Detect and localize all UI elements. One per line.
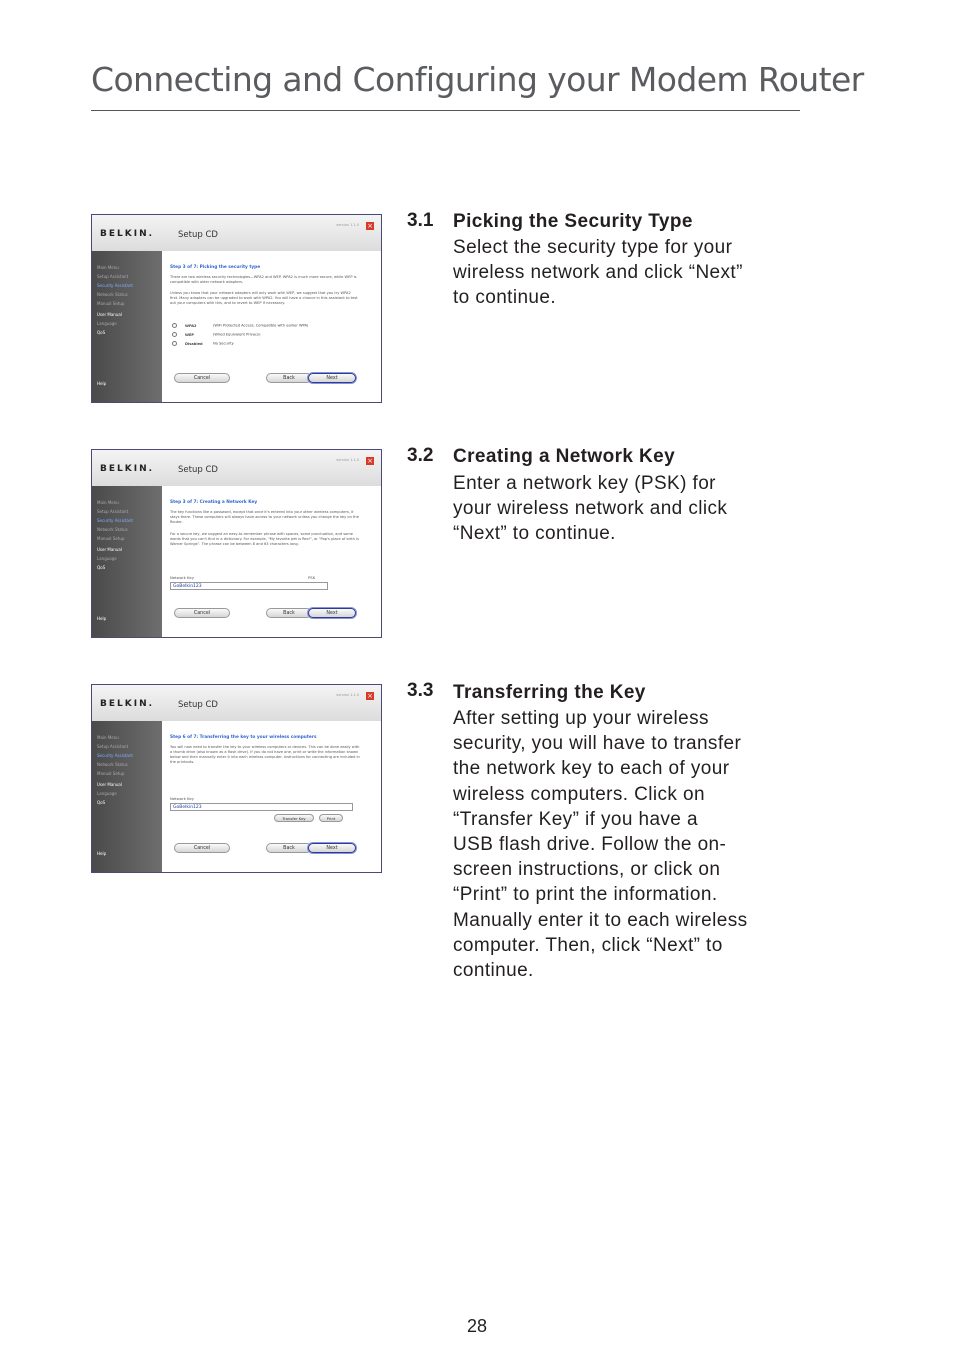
sidebar-item-network-status[interactable]: Network Status xyxy=(97,292,128,297)
sidebar-item-manual-setup[interactable]: Manual Setup xyxy=(97,301,125,306)
content-area xyxy=(162,721,381,872)
version-label: version 1.1.0 xyxy=(336,693,359,697)
page-title: Connecting and Configuring your Modem Router xyxy=(91,60,864,99)
screenshot-security-type xyxy=(91,214,382,403)
section-number: 3.1 xyxy=(407,210,434,231)
belkin-logo: BELKIN. xyxy=(100,229,155,239)
sidebar-item-security-assistant[interactable]: Security Assistant xyxy=(97,518,133,523)
sidebar xyxy=(92,251,162,402)
back-button[interactable]: Back xyxy=(266,843,312,853)
radio-disabled[interactable]: Disabled No Security xyxy=(172,341,234,346)
screenshot-transfer-key xyxy=(91,684,382,873)
transfer-key-button[interactable]: Transfer Key xyxy=(274,814,314,822)
section-number: 3.3 xyxy=(407,680,434,701)
section-body: Enter a network key (PSK) for your wireless network and click “Next” to continue. xyxy=(453,473,728,545)
section-body: After setting up your wireless security, you will have to transfer the network key to each of your wireless computers. Click on “Transfer Key” if you have a USB flash drive. Follow the on- screen instructions, or click on “Print” to print the information. Manually enter it to each wireless computer. Then, click “Next” to continue. xyxy=(453,708,748,982)
step-paragraph: The key functions like a password, except that once it's entered into your other wireless computers, it stays there. These computers will always have access to your network unless you change the key on the Router. xyxy=(170,510,359,524)
version-label: version 1.1.0 xyxy=(336,458,359,462)
psk-label: PSK xyxy=(308,575,316,580)
radio-icon xyxy=(172,332,177,337)
belkin-logo: BELKIN. xyxy=(100,464,155,474)
sidebar-item-language[interactable]: Language xyxy=(97,321,117,326)
sidebar-item-security-assistant[interactable]: Security Assistant xyxy=(97,283,133,288)
window-title: Setup CD xyxy=(178,700,218,710)
cancel-button[interactable]: Cancel xyxy=(174,373,230,383)
radio-icon xyxy=(172,341,177,346)
sidebar-help[interactable]: Help xyxy=(97,381,107,386)
title-divider xyxy=(91,110,800,111)
section-heading: Picking the Security Type xyxy=(453,211,693,232)
content-area xyxy=(162,486,381,637)
sidebar xyxy=(92,721,162,872)
sidebar-item-setup-assistant[interactable]: Setup Assistant xyxy=(97,509,129,514)
version-label: version 1.1.0 xyxy=(336,223,359,227)
network-key-input[interactable]: GoBelkin123 xyxy=(170,803,353,811)
sidebar-item-language[interactable]: Language xyxy=(97,556,117,561)
sidebar-item-qos[interactable]: QoS xyxy=(97,800,106,805)
radio-wep[interactable]: WEP (Wired Equivalent Privacy) xyxy=(172,332,261,337)
sidebar-item-manual-setup[interactable]: Manual Setup xyxy=(97,771,125,776)
radio-icon xyxy=(172,323,177,328)
back-button[interactable]: Back xyxy=(266,373,312,383)
belkin-logo: BELKIN. xyxy=(100,699,155,709)
section-number: 3.2 xyxy=(407,445,434,466)
window-header xyxy=(92,215,381,251)
print-button[interactable]: Print xyxy=(319,814,343,822)
step-paragraph: There are two wireless security technologies—WPA2 and WEP. WPA2 is much more secure, while WEP is compatible with older network adapters. xyxy=(170,275,357,284)
radio-wpa2[interactable]: WPA2 (WiFi Protected Access, Compatible with earlier WPA) xyxy=(172,323,308,328)
network-key-label: Network Key xyxy=(170,575,194,580)
close-icon[interactable]: × xyxy=(367,692,373,700)
window-header xyxy=(92,685,381,721)
close-icon[interactable]: × xyxy=(367,222,373,230)
section-heading: Transferring the Key xyxy=(453,682,646,703)
step-title: Step 3 of 7: Picking the security type xyxy=(170,265,261,270)
sidebar-help[interactable]: Help xyxy=(97,616,107,621)
sidebar-help[interactable]: Help xyxy=(97,851,107,856)
sidebar-item-qos[interactable]: QoS xyxy=(97,565,106,570)
sidebar-item-user-manual[interactable]: User Manual xyxy=(97,547,122,552)
network-key-input[interactable]: GoBelkin123 xyxy=(170,582,328,590)
sidebar xyxy=(92,486,162,637)
sidebar-item-setup-assistant[interactable]: Setup Assistant xyxy=(97,274,129,279)
step-title: Step 3 of 7: Creating a Network Key xyxy=(170,500,258,505)
sidebar-item-language[interactable]: Language xyxy=(97,791,117,796)
step-title: Step 6 of 7: Transferring the key to your wireless computers xyxy=(170,735,317,740)
back-button[interactable]: Back xyxy=(266,608,312,618)
next-button[interactable]: Next xyxy=(308,373,356,383)
sidebar-item-user-manual[interactable]: User Manual xyxy=(97,312,122,317)
next-button[interactable]: Next xyxy=(308,843,356,853)
sidebar-item-main-menu[interactable]: Main Menu xyxy=(97,735,119,740)
network-key-label: Network Key xyxy=(170,796,194,801)
sidebar-item-network-status[interactable]: Network Status xyxy=(97,762,128,767)
step-paragraph: For a secure key, we suggest an easy-to-remember phrase with spaces, some punctuation, and some words that you can't find in a dictionary. For example, "My favorite pet is Rex!", or "Pop's place of birth is Warner Springs". The phrase can be between 8 and 63 characters long. xyxy=(170,532,359,546)
cancel-button[interactable]: Cancel xyxy=(174,843,230,853)
sidebar-item-manual-setup[interactable]: Manual Setup xyxy=(97,536,125,541)
next-button[interactable]: Next xyxy=(308,608,356,618)
step-paragraph: Unless you know that your network adapters will only work with WEP, we suggest that you try WPA2 first. Many adapters can be upgraded to work with WPA2. You will have a chance in this assistant to test out your computers with this, and to revert to WEP if necessary. xyxy=(170,291,358,305)
window-title: Setup CD xyxy=(178,465,218,475)
content-area xyxy=(162,251,381,402)
sidebar-item-user-manual[interactable]: User Manual xyxy=(97,782,122,787)
page-number: 28 xyxy=(466,1316,488,1336)
step-paragraph: You will now need to transfer the key to your wireless computers or devices. This can be done easily with a thumb drive (also known as a flash drive). If you do not have one, print or write the information shown below and then manually enter it into each wireless computer. Instructions for connecting are included in the printouts. xyxy=(170,745,360,764)
screenshot-network-key xyxy=(91,449,382,638)
sidebar-item-main-menu[interactable]: Main Menu xyxy=(97,265,119,270)
close-icon[interactable]: × xyxy=(367,457,373,465)
cancel-button[interactable]: Cancel xyxy=(174,608,230,618)
window-title: Setup CD xyxy=(178,230,218,240)
sidebar-item-qos[interactable]: QoS xyxy=(97,330,106,335)
sidebar-item-network-status[interactable]: Network Status xyxy=(97,527,128,532)
section-heading: Creating a Network Key xyxy=(453,446,676,467)
window-header xyxy=(92,450,381,486)
sidebar-item-setup-assistant[interactable]: Setup Assistant xyxy=(97,744,129,749)
sidebar-item-main-menu[interactable]: Main Menu xyxy=(97,500,119,505)
section-body: Select the security type for your wireless network and click “Next” to continue. xyxy=(453,237,743,309)
sidebar-item-security-assistant[interactable]: Security Assistant xyxy=(97,753,133,758)
